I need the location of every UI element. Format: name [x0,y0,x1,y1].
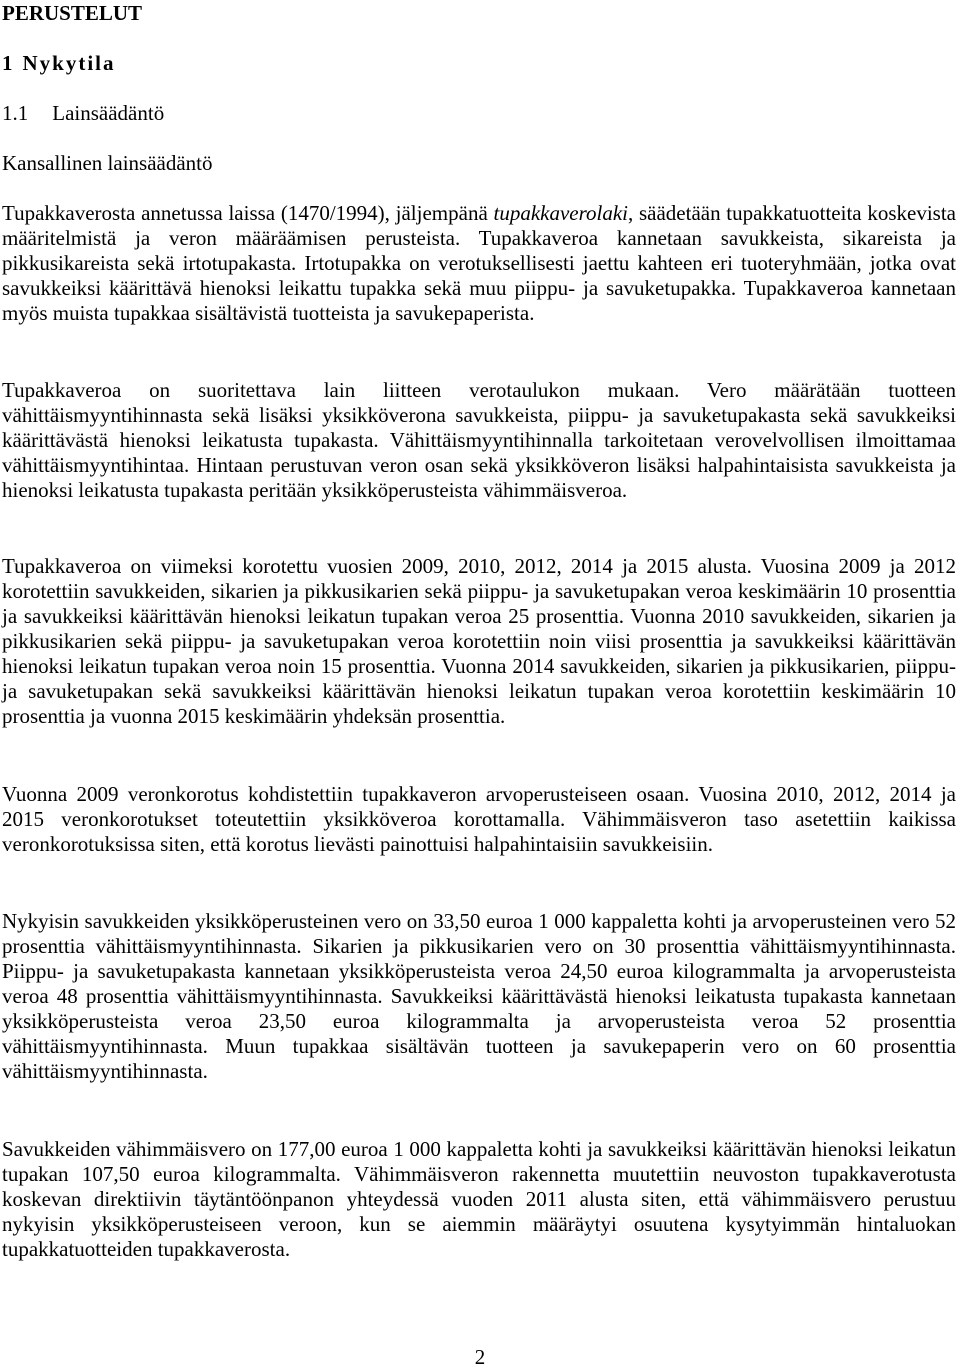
subsection-title: Lainsäädäntö [52,101,165,125]
document-title: PERUSTELUT [2,1,143,25]
section-heading-1 [2,50,116,76]
paragraph-2: Tupakkaveroa on suoritettava lain liitteen verotaulukon mukaan. Vero määrätään tuotteen vähittäismyyntihinnasta sekä lisäksi yksikköverona savukkeista, piippu- ja savuketupakasta sekä savukkeiksi käärittävästä hienoksi leikatusta tupakasta. Vähittäismyyntihinnalla tarkoitetaan verovelvollisen ilmoittamaa vähittäismyyntihintaa. Hintaan perustuvan veron osan sekä yksikköveron lisäksi halpahintaisista savukkeista ja hienoksi leikatusta tupakasta peritään yksikköperusteista vähimmäisveroa. [2,378,956,502]
paragraph-3: Tupakkaveroa on viimeksi korotettu vuosien 2009, 2010, 2012, 2014 ja 2015 alusta. Vuosina 2009 ja 2012 korotettiin savukkeiden, sikarien ja pikkusikarien sekä piippu- ja savuketupakan veroa keskimäärin 10 prosenttia ja savukkeiksi käärittävän hienoksi leikatun tupakan veroa 25 prosenttia. Vuonna 2010 savukkeiden, sikarien ja pikkusikarien sekä piippu- ja savuketupakan veroa korotettiin noin viisi prosenttia ja savukkeiksi käärittävän hienoksi leikatun tupakan veroa noin 15 prosenttia. Vuonna 2014 savukkeiden, sikarien ja pikkusikarien, piippu- ja savuketupakan sekä savukkeiksi käärittävän hienoksi leikatun tupakan veroa korotettiin keskimäärin 10 prosenttia ja vuonna 2015 keskimäärin yhdeksän prosenttia. [2,554,956,728]
paragraph-5: Nykyisin savukkeiden yksikköperusteinen vero on 33,50 euroa 1 000 kappaletta kohti ja arvoperusteinen vero 52 prosenttia vähittäismyyntihinnasta. Sikarien ja pikkusikarien vero on 30 prosenttia vähittäismyyntihinnasta. Piippu- ja savuketupakasta kannetaan yksikköperusteista veroa 24,50 euroa kilogrammalta ja arvoperusteista veroa 48 prosenttia vähittäismyyntihinnasta. Savukkeiksi käärittävästä hienoksi leikatusta tupakasta kannetaan yksikköperusteista veroa 23,50 euroa kilogrammalta ja arvoperusteista veroa 52 prosenttia vähittäismyyntihinnasta. Muun tupakkaa sisältävän tuotteen ja savukepaperin vero on 60 prosenttia vähittäismyyntihinnasta. [2,909,956,1083]
paragraph-4: Vuonna 2009 veronkorotus kohdistettiin tupakkaveron arvoperusteiseen osaan. Vuosina 2010, 2012, 2014 ja 2015 veronkorotukset toteutettiin yksikköveroa korottamalla. Vähimmäisveron taso asetettiin kaikissa veronkorotuksissa siten, että korotus lievästi painottuisi halpahintaisiin savukkeisiin. [2,782,956,856]
section-number: 1 [2,51,13,75]
subsection-number: 1.1 [2,101,29,125]
paragraph-1-start: Tupakkaverosta annetussa laissa (1470/1994), jäljempänä [2,201,494,225]
section-title: Nykytila [22,51,116,75]
paragraph-1-rest: , säädetään tupakkatuotteita koskevista määritelmistä ja veron määräämisen perusteista. Tupakkaveroa kannetaan savukkeista, sikareista ja pikkusikareista sekä irtotupakasta. Irtotupakka on verotuksellisesti jaettu kahteen eri tuoteryhmään, jotka ovat savukkeiksi käärittävä hienoksi leikattu tupakka sekä muu piippu- ja savuketupakka. Tupakkaveroa kannetaan myös muista tupakkaa sisältävistä tuotteista ja savukepaperista. [2,201,956,325]
page-number: 2 [474,1345,486,1369]
paragraph-1-italic-term: tupakkaverolaki [493,201,628,225]
subheading-national-legislation: Kansallinen lainsäädäntö [2,151,213,175]
subsection-heading-1-1 [2,100,164,126]
paragraph-6: Savukkeiden vähimmäisvero on 177,00 euroa 1 000 kappaletta kohti ja savukkeiksi käärittävän hienoksi leikatun tupakan 107,50 euroa kilogrammalta. Vähimmäisveron rakennetta muutettiin neuvoston tupakkaverotusta koskevan direktiivin täytäntöönpanon yhteydessä vuoden 2011 alusta siten, että vähimmäisvero perustuu nykyisin yksikköperusteiseen veroon, kun se aiemmin määräytyi osuutena kysytyimmän hintaluokan tupakkatuotteiden tupakkaverosta. [2,1137,956,1261]
paragraph-1 [2,201,956,326]
